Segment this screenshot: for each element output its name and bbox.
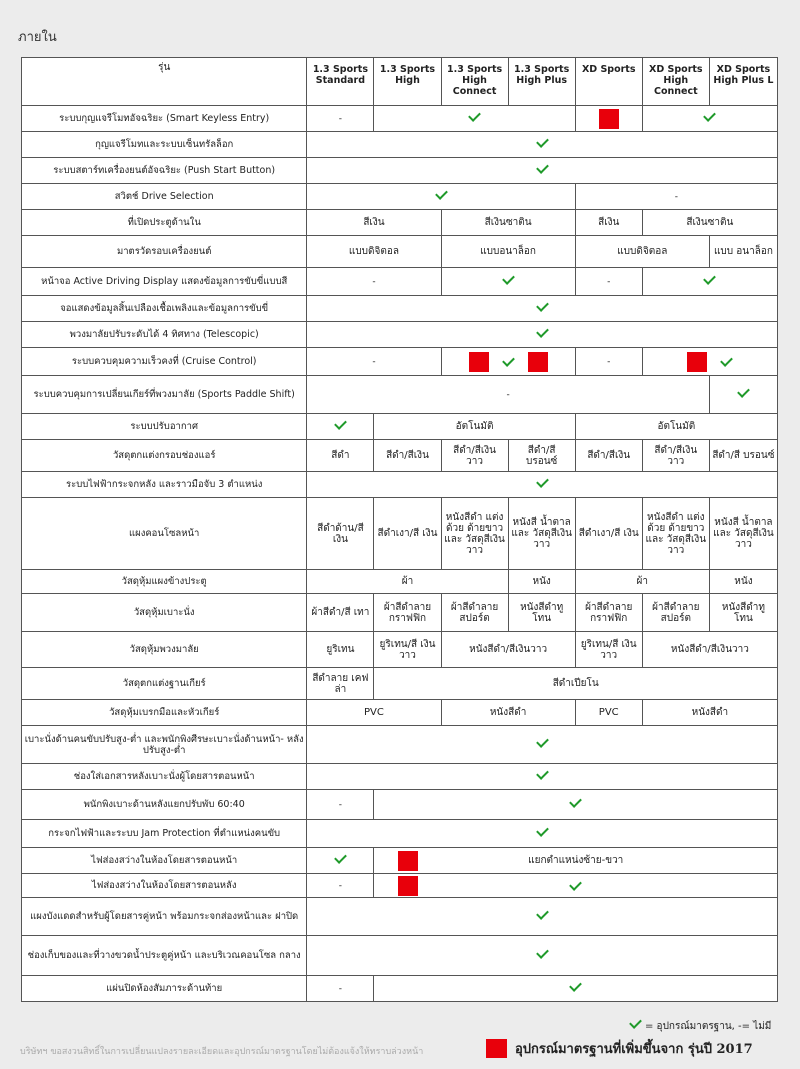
table-cell [709, 570, 777, 594]
table-row [22, 700, 778, 726]
dash-mark: - [338, 983, 343, 994]
table-row [22, 898, 778, 936]
feature-label: ระบบควบคุมการเปลี่ยนเกียร์ที่พวงมาลัย (Sports Paddle Shift) [22, 376, 307, 414]
table-row [22, 322, 778, 348]
table-cell [307, 726, 778, 764]
cell-text: สีดำ/สีเงิน วาว [654, 444, 698, 467]
table-cell [374, 594, 441, 632]
cell-text: ยูริเทน [326, 644, 355, 655]
table-cell [374, 848, 778, 874]
table-row [22, 184, 778, 210]
table-row [22, 236, 778, 268]
feature-label: ระบบกุญแจรีโมทอัจฉริยะ (Smart Keyless Entry) [22, 106, 307, 132]
check-icon [629, 1016, 642, 1029]
feature-label: พวงมาลัยปรับระดับได้ 4 ทิศทาง (Telescopic) [22, 322, 307, 348]
table-row [22, 296, 778, 322]
cell-text: สีดำเงา/สี เงิน [377, 528, 438, 539]
table-cell [441, 236, 575, 268]
model-header: 1.3 Sports Standard [307, 58, 374, 106]
dash-mark: - [372, 276, 376, 287]
table-row [22, 790, 778, 820]
table-cell [307, 936, 778, 976]
table-cell [374, 632, 441, 668]
check-icon [737, 385, 750, 398]
feature-label: แผงบังแดดสำหรับผู้โดยสารคู่หน้า พร้อมกระจกส่องหน้าและ ฝาปิด [22, 898, 307, 936]
cell-text: สีเงิน [598, 217, 620, 228]
table-cell [307, 210, 441, 236]
cell-text: ผ้าสีดำลาย กราฟฟิก [585, 601, 633, 624]
legend-new-text: อุปกรณ์มาตรฐานที่เพิ่มขึ้นจาก รุ่นปี 2017 [515, 1042, 753, 1057]
table-row [22, 348, 778, 376]
table-cell [307, 594, 374, 632]
dash-mark: - [338, 113, 343, 124]
cell-text: สีดำ/สี บรอนซ์ [525, 444, 558, 467]
cell-text: แบบอนาล็อก [480, 246, 536, 257]
feature-label: สวิตช์ Drive Selection [22, 184, 307, 210]
cell-text: แบบดิจิตอล [617, 246, 668, 257]
new-marker-icon [687, 352, 707, 372]
feature-header: รุ่น [22, 58, 307, 106]
cell-text: PVC [598, 707, 619, 718]
table-cell [374, 106, 575, 132]
table-cell [575, 184, 777, 210]
table-row [22, 158, 778, 184]
table-cell [642, 498, 709, 570]
table-cell [374, 790, 778, 820]
table-cell [575, 210, 642, 236]
table-cell [307, 668, 374, 700]
section-title: ภายใน [18, 30, 57, 45]
table-cell [441, 632, 575, 668]
feature-label: ช่องใส่เอกสารหลังเบาะนั่งผู้โดยสารตอนหน้า [22, 764, 307, 790]
cell-text: ผ้าสีดำ/สี เทา [311, 607, 370, 618]
cell-text: สีดำ/สีเงิน [386, 450, 429, 461]
cell-text: แยกตำแหน่งซ้าย-ขวา [528, 855, 624, 866]
dash-mark: - [338, 799, 343, 810]
check-icon [569, 795, 582, 808]
feature-label: ระบบไฟฟ้ากระจกหลัง และราวมือจับ 3 ตำแหน่ง [22, 472, 307, 498]
table-cell [307, 132, 778, 158]
model-header: 1.3 Sports High [374, 58, 441, 106]
cell-text: หนังสีดำ/สีเงินวาว [670, 644, 749, 655]
table-row [22, 414, 778, 440]
cell-text: หนังสี น้ำตาลและ วัสดุสีเงิน วาว [713, 517, 774, 550]
table-cell [307, 790, 374, 820]
feature-label: ไฟส่องสว่างในห้องโดยสารตอนหน้า [22, 848, 307, 874]
table-cell [307, 296, 778, 322]
table-cell [642, 440, 709, 472]
check-icon [704, 109, 717, 122]
table-row [22, 132, 778, 158]
table-cell [307, 898, 778, 936]
table-cell [307, 236, 441, 268]
table-cell [307, 848, 374, 874]
cell-text: สีดำ [331, 450, 350, 461]
table-cell [575, 594, 642, 632]
table-cell [307, 376, 709, 414]
table-row [22, 874, 778, 898]
table-cell [441, 210, 575, 236]
cell-text: สีเงินซาติน [686, 217, 734, 228]
check-icon [536, 946, 549, 959]
cell-text: ผ้า [636, 576, 648, 587]
table-cell [374, 440, 441, 472]
table-cell [307, 158, 778, 184]
table-cell [709, 376, 777, 414]
table-cell [441, 594, 508, 632]
table-cell [441, 498, 508, 570]
new-marker-icon [528, 352, 548, 372]
check-icon [502, 272, 515, 285]
legend-standard-text: = อุปกรณ์มาตรฐาน, -= ไม่มี [645, 1021, 772, 1032]
cell-text: หนังสีดำ แต่งด้วย ด้ายขาวและ วัสดุสีเงิน วาว [645, 511, 707, 556]
table-cell [575, 106, 642, 132]
feature-label: จอแสดงข้อมูลสิ้นเปลืองเชื้อเพลิงและข้อมูลการขับขี่ [22, 296, 307, 322]
table-cell [374, 874, 778, 898]
table-cell [307, 184, 575, 210]
cell-text: หนังสีดำ แต่งด้วย ด้ายขาวและ วัสดุสีเงิน วาว [444, 511, 505, 556]
cell-text: สีดำ/สีเงิน วาว [453, 444, 496, 467]
table-row [22, 106, 778, 132]
feature-label: แผ่นปิดห้องสัมภาระด้านท้าย [22, 976, 307, 1002]
table-cell [575, 632, 642, 668]
cell-text: สีดำด้าน/สี เงิน [317, 522, 364, 545]
feature-label: ที่เปิดประตูด้านใน [22, 210, 307, 236]
table-row [22, 498, 778, 570]
feature-label: ระบบควบคุมความเร็วคงที่ (Cruise Control) [22, 348, 307, 376]
table-cell [642, 594, 709, 632]
feature-label: พนักพิงเบาะด้านหลังแยกปรับพับ 60:40 [22, 790, 307, 820]
new-marker-icon [398, 876, 418, 896]
table-cell [307, 700, 441, 726]
cell-text: หนัง [734, 576, 753, 587]
table-cell [307, 414, 374, 440]
feature-label: ช่องเก็บของและที่วางขวดน้ำประตูคู่หน้า และบริเวณคอนโซล กลาง [22, 936, 307, 976]
check-icon [502, 354, 515, 367]
table-cell [709, 440, 777, 472]
table-cell [575, 498, 642, 570]
table-cell [307, 348, 441, 376]
table-row [22, 440, 778, 472]
spec-body [22, 106, 778, 1002]
table-cell [307, 976, 374, 1002]
check-icon [334, 417, 347, 430]
table-cell [374, 668, 778, 700]
cell-text: หนังสีดำ [489, 707, 527, 718]
model-header: XD Sports [575, 58, 642, 106]
table-cell [642, 268, 777, 296]
feature-label: ระบบปรับอากาศ [22, 414, 307, 440]
table-cell [307, 498, 374, 570]
check-icon [536, 161, 549, 174]
table-row [22, 726, 778, 764]
table-cell [508, 440, 575, 472]
table-cell [441, 348, 575, 376]
table-cell [307, 764, 778, 790]
feature-label: วัสดุหุ้มพวงมาลัย [22, 632, 307, 668]
table-cell [307, 570, 508, 594]
dash-mark: - [372, 356, 376, 367]
dash-mark: - [607, 356, 611, 367]
table-cell [575, 348, 642, 376]
new-marker-icon [469, 352, 489, 372]
new-marker-icon [486, 1039, 507, 1058]
table-cell [508, 594, 575, 632]
check-icon [536, 824, 549, 837]
table-cell [642, 348, 777, 376]
table-row [22, 210, 778, 236]
table-row [22, 268, 778, 296]
cell-text: หนัง [532, 576, 551, 587]
cell-text: หนังสี น้ำตาลและ วัสดุสีเงิน วาว [511, 517, 572, 550]
table-cell [575, 700, 642, 726]
model-header: 1.3 Sports High Plus [508, 58, 575, 106]
table-row [22, 848, 778, 874]
table-row [22, 820, 778, 848]
feature-label: แผงคอนโซลหน้า [22, 498, 307, 570]
cell-text: สีดำลาย เคฟล่า [312, 672, 369, 695]
model-header: 1.3 Sports High Connect [441, 58, 508, 106]
check-icon [536, 325, 549, 338]
table-cell [307, 268, 441, 296]
table-cell [642, 106, 777, 132]
table-cell [709, 594, 777, 632]
feature-label: มาตรวัดรอบเครื่องยนต์ [22, 236, 307, 268]
dash-mark: - [506, 389, 510, 400]
cell-text: อัตโนมัติ [657, 421, 696, 432]
cell-text: แบบดิจิตอล [348, 246, 400, 257]
legend-standard [630, 1019, 771, 1034]
table-cell [709, 498, 777, 570]
feature-label: ไฟส่องสว่างในห้องโดยสารตอนหลัง [22, 874, 307, 898]
check-icon [536, 767, 549, 780]
table-row [22, 632, 778, 668]
table-row [22, 976, 778, 1002]
table-cell [575, 414, 777, 440]
table-row [22, 764, 778, 790]
table-cell [374, 976, 778, 1002]
table-row [22, 376, 778, 414]
check-icon [468, 109, 481, 122]
cell-text: ผ้า [401, 576, 414, 587]
check-icon [536, 135, 549, 148]
check-icon [721, 354, 734, 367]
cell-text: ยูริเทน/สี เงินวาว [580, 638, 637, 661]
cell-text: หนังสีดำ [691, 707, 729, 718]
feature-label: เบาะนั่งด้านคนขับปรับสูง-ต่ำ และพนักพิงศีรษะเบาะนั่งด้านหน้า- หลังปรับสูง-ต่ำ [22, 726, 307, 764]
table-row [22, 936, 778, 976]
table-row [22, 594, 778, 632]
feature-label: กระจกไฟฟ้าและระบบ Jam Protection ที่ตำแหน่งคนขับ [22, 820, 307, 848]
table-cell [441, 700, 575, 726]
cell-text: หนังสีดำทู โทน [520, 601, 564, 624]
check-icon [536, 907, 549, 920]
cell-text: สีเงินซาติน [484, 217, 532, 228]
spec-table [21, 57, 778, 1002]
cell-text: แบบ อนาล็อก [713, 246, 773, 257]
feature-label: ระบบสตาร์ทเครื่องยนต์อัจฉริยะ (Push Start Button) [22, 158, 307, 184]
check-icon [569, 979, 582, 992]
check-icon [704, 272, 717, 285]
cell-text: ผ้าสีดำลาย กราฟฟิก [383, 601, 432, 624]
table-cell [642, 210, 777, 236]
check-icon [569, 878, 582, 891]
cell-text: PVC [364, 707, 384, 718]
cell-text: ผ้าสีดำลาย สปอร์ต [652, 601, 700, 624]
table-cell [307, 106, 374, 132]
cell-text: ผ้าสีดำลาย สปอร์ต [450, 601, 499, 624]
model-header: XD Sports High Plus L [709, 58, 777, 106]
new-marker-icon [599, 109, 619, 129]
cell-text: สีดำ/สีเงิน [587, 450, 631, 461]
table-cell [575, 236, 709, 268]
feature-label: หน้าจอ Active Driving Display แสดงข้อมูลการขับขี่แบบสี [22, 268, 307, 296]
cell-text: สีดำ/สี บรอนซ์ [712, 450, 775, 461]
cell-text: อัตโนมัติ [455, 421, 494, 432]
cell-text: หนังสีดำ/สีเงินวาว [469, 644, 548, 655]
table-cell [307, 632, 374, 668]
cell-text: หนังสีดำทู โทน [721, 601, 765, 624]
table-cell [709, 236, 777, 268]
table-cell [374, 498, 441, 570]
dash-mark: - [607, 276, 611, 287]
table-row [22, 570, 778, 594]
table-row [22, 668, 778, 700]
model-header: XD Sports High Connect [642, 58, 709, 106]
check-icon [536, 299, 549, 312]
feature-label: วัสดุหุ้มแผงข้างประตู [22, 570, 307, 594]
table-cell [307, 472, 778, 498]
table-cell [508, 570, 575, 594]
new-marker-icon [398, 851, 418, 871]
table-cell [307, 820, 778, 848]
feature-label: วัสดุตกแต่งกรอบช่องแอร์ [22, 440, 307, 472]
cell-text: สีเงิน [363, 217, 385, 228]
header-row [22, 58, 778, 106]
check-icon [435, 187, 448, 200]
cell-text: ยูริเทน/สี เงินวาว [379, 638, 436, 661]
feature-label: วัสดุตกแต่งฐานเกียร์ [22, 668, 307, 700]
table-cell [642, 632, 777, 668]
table-row [22, 472, 778, 498]
table-cell [642, 700, 777, 726]
disclaimer: บริษัทฯ ขอสงวนสิทธิ์ในการเปลี่ยนแปลงรายละเอียดและอุปกรณ์มาตรฐานโดยไม่ต้องแจ้งให้ทราบล่วงหน้า [20, 1047, 424, 1057]
table-cell [374, 414, 575, 440]
table-cell [307, 874, 374, 898]
check-icon [536, 735, 549, 748]
cell-text: สีดำเงา/สี เงิน [578, 528, 639, 539]
feature-label: วัสดุหุ้มเบาะนั่ง [22, 594, 307, 632]
legend-new [486, 1038, 753, 1059]
cell-text: สีดำเปียโน [552, 678, 599, 689]
feature-label: กุญแจรีโมทและระบบเซ็นทรัลล็อก [22, 132, 307, 158]
table-cell [575, 268, 642, 296]
table-cell [441, 268, 575, 296]
check-icon [536, 475, 549, 488]
table-cell [508, 498, 575, 570]
table-cell [441, 440, 508, 472]
table-cell [575, 440, 642, 472]
check-icon [334, 851, 347, 864]
table-cell [575, 570, 709, 594]
dash-mark: - [338, 880, 343, 891]
table-cell [307, 322, 778, 348]
feature-label: วัสดุหุ้มเบรกมือและหัวเกียร์ [22, 700, 307, 726]
table-cell [307, 440, 374, 472]
dash-mark: - [674, 191, 678, 202]
